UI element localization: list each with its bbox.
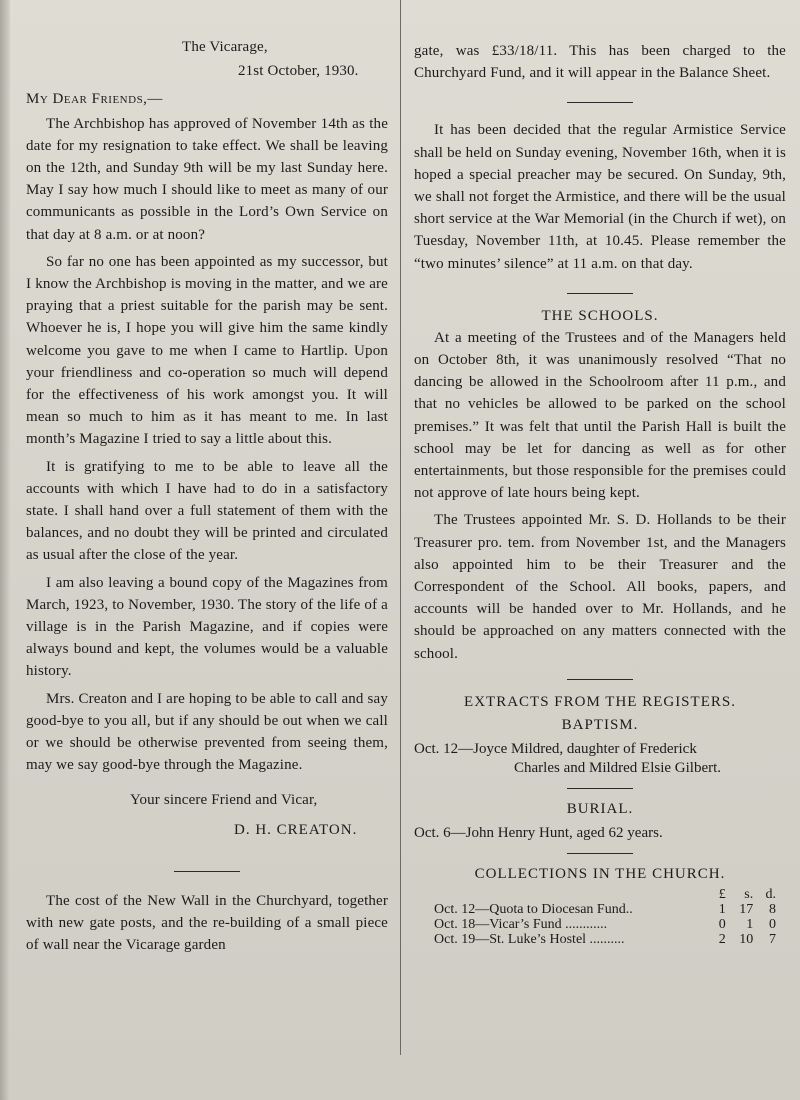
- shillings-header: s.: [744, 886, 754, 902]
- letter-date: 21st October, 1930.: [238, 63, 359, 80]
- letter-paragraph-5: Mrs. Creaton and I are hoping to be able to call and say good-bye to you all, but if any should be out when we call or we should be otherwise prevented from seeing them, may we say good-bye through the Magazine.: [26, 690, 388, 774]
- section-rule: [174, 871, 240, 872]
- collection-label: Oct. 12—Quota to Diocesan Fund..: [434, 901, 633, 917]
- section-rule: [567, 102, 633, 103]
- pence-header: d.: [765, 886, 776, 902]
- collection-pounds: 1: [718, 901, 726, 917]
- burial-heading: BURIAL.: [566, 800, 634, 817]
- baptism-entry-line-2: Charles and Mildred Elsie Gilbert.: [514, 759, 722, 776]
- collection-label: Oct. 18—Vicar’s Fund ............: [434, 916, 608, 932]
- page-edge-shadow: [0, 0, 10, 1100]
- schools-paragraph-2: The Trustees appointed Mr. S. D. Hollands to be their Treasurer pro. tem. from November 1st, and the Managers also appointed him to be their Treasurer and the Correspondent of the School. All books, papers, and accounts will be handed over to Mr. Hollands, and he should be approached on any matters connected with the school.: [414, 512, 786, 662]
- letter-paragraph-4: I am also leaving a bound copy of the Magazines from March, 1923, to November, 1930. The story of the life of a village is in the Parish Magazine, and if copies were always bound and kept, the volumes would be a valuable history.: [26, 574, 388, 680]
- letter-address: The Vicarage,: [182, 39, 268, 55]
- collection-pence: 7: [769, 931, 776, 947]
- collection-pence: 8: [769, 901, 776, 917]
- section-rule: [567, 293, 633, 294]
- left-column: [26, 0, 388, 957]
- letter-paragraph-3: It is gratifying to me to be able to leave all the accounts with which I have had to do in a satisfactory state. I shall hand over a full statement of them with the balances, and no doubt they will be printed and circulated as usual after the close of the year.: [26, 458, 388, 564]
- letter-closing: Your sincere Friend and Vicar,: [130, 791, 318, 808]
- section-rule: [567, 788, 633, 789]
- collections-table: [434, 887, 776, 947]
- collection-row: [434, 917, 776, 932]
- collection-pounds: 0: [718, 916, 726, 932]
- letter-signature: D. H. CREATON.: [234, 821, 358, 838]
- schools-heading: THE SCHOOLS.: [541, 307, 659, 324]
- burial-entry: Oct. 6—John Henry Hunt, aged 62 years.: [414, 824, 663, 841]
- collection-label: Oct. 19—St. Luke’s Hostel ..........: [434, 931, 625, 947]
- letter-paragraph-2: So far no one has been appointed as my successor, but I know the Archbishop is moving in the matter, and we are praying that a priest suitable for the parish may be sent. Whoever he is, I hope you will give him the same kindly welcome you gave to me when I came to Hartlip. Upon your friendliness and co-operation so much will depend for the effectiveness of his work amongst you. It will mean so much to him as it has meant to me. In last month’s Magazine I tried to say a little about this.: [26, 253, 388, 448]
- collection-row: [434, 932, 776, 947]
- collection-pence: 0: [769, 916, 776, 932]
- collection-shillings: 1: [746, 916, 754, 932]
- collection-shillings: 10: [739, 931, 754, 947]
- collection-pounds: 2: [718, 931, 726, 947]
- churchyard-wall-continued: gate, was £33/18/11. This has been charged to the Churchyard Fund, and it will appear in the Balance Sheet.: [414, 43, 786, 82]
- collections-heading: COLLECTIONS IN THE CHURCH.: [474, 865, 726, 882]
- section-rule: [567, 679, 633, 680]
- schools-paragraph-1: At a meeting of the Trustees and of the Managers held on October 8th, it was unanimously resolved “That no dancing be allowed in the Schoolroom after 11 p.m., and that no vehicles be allowed to be parked on the school premises.” It was felt that until the Parish Hall is built the school may be let for dancing as well as for other entertainments, but those responsible for the premises could not approve of late hours being kept.: [414, 329, 786, 502]
- collections-header-row: [434, 887, 776, 902]
- letter-paragraph-1: The Archbishop has approved of November 14th as the date for my resignation to take effect. We shall be leaving on the 12th, and Sunday 9th will be my last Sunday here. May I say how much I should like to meet as many of our communicants as possible in the Lord’s Own Service on that day at 8 a.m. or at noon?: [26, 115, 388, 243]
- armistice-paragraph: It has been decided that the regular Armistice Service shall be held on Sunday evening, November 16th, when it is hoped a special preacher may be secured. On Sunday, 9th, we shall not forget the Armistice, and there will be the usual short service at the War Memorial (in the Church if wet), on Tuesday, November 11th, at 10.45. Please remember the “two minutes’ silence” at 11 a.m. on that day.: [414, 122, 786, 272]
- baptism-entry-line-1: Oct. 12—Joyce Mildred, daughter of Frederick: [414, 740, 697, 757]
- baptism-heading: BAPTISM.: [561, 716, 639, 733]
- column-divider: [400, 0, 401, 1055]
- collection-shillings: 17: [739, 901, 754, 917]
- collection-row: [434, 902, 776, 917]
- section-rule: [567, 853, 633, 854]
- pounds-header: £: [718, 886, 726, 902]
- right-column: [414, 0, 786, 947]
- letter-salutation: My Dear Friends,—: [26, 91, 163, 108]
- churchyard-wall-paragraph: The cost of the New Wall in the Churchyard, together with new gate posts, and the re-building of a small piece of wall near the Vicarage garden: [26, 892, 388, 954]
- registers-heading: EXTRACTS FROM THE REGISTERS.: [464, 693, 736, 710]
